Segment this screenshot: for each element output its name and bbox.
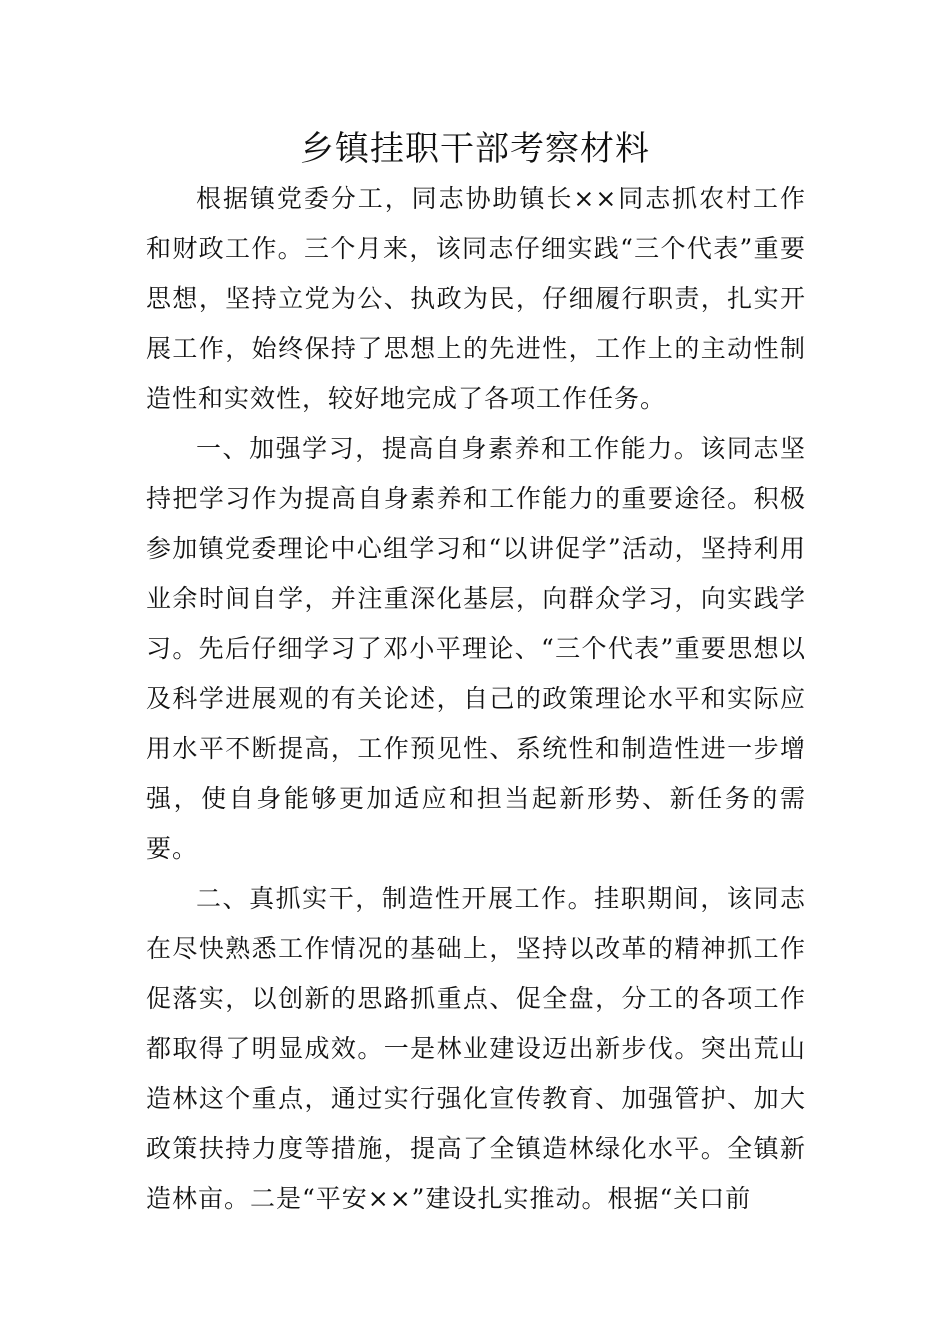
paragraph-intro: 根据镇党委分工，同志协助镇长××同志抓农村工作和财政工作。三个月来，该同志仔细实践“三个代表”重要思想，坚持立党为公、执政为民，仔细履行职责，扎实开展工作，始终保持了思想上的先进性，工作上的主动性制造性和实效性，较好地完成了各项工作任务。 xyxy=(146,184,806,413)
document-body xyxy=(146,174,806,1224)
document-title: 乡镇挂职干部考察材料 xyxy=(300,129,650,169)
paragraph-section-1: 一、加强学习，提高自身素养和工作能力。该同志坚持把学习作为提高自身素养和工作能力的重要途径。积极参加镇党委理论中心组学习和“以讲促学”活动，坚持利用业余时间自学，并注重深化基层，向群众学习，向实践学习。先后仔细学习了邓小平理论、“三个代表”重要思想以及科学进展观的有关论述，自己的政策理论水平和实际应用水平不断提高，工作预见性、系统性和制造性进一步增强，使自身能够更加适应和担当起新形势、新任务的需要。 xyxy=(146,434,806,863)
paragraph-section-2: 二、真抓实干，制造性开展工作。挂职期间，该同志在尽快熟悉工作情况的基础上，坚持以改革的精神抓工作促落实，以创新的思路抓重点、促全盘，分工的各项工作都取得了明显成效。一是林业建设迈出新步伐。突出荒山造林这个重点，通过实行强化宣传教育、加强管护、加大政策扶持力度等措施，提高了全镇造林绿化水平。全镇新造林亩。二是“平安××”建设扎实推动。根据“关口前 xyxy=(146,884,806,1213)
